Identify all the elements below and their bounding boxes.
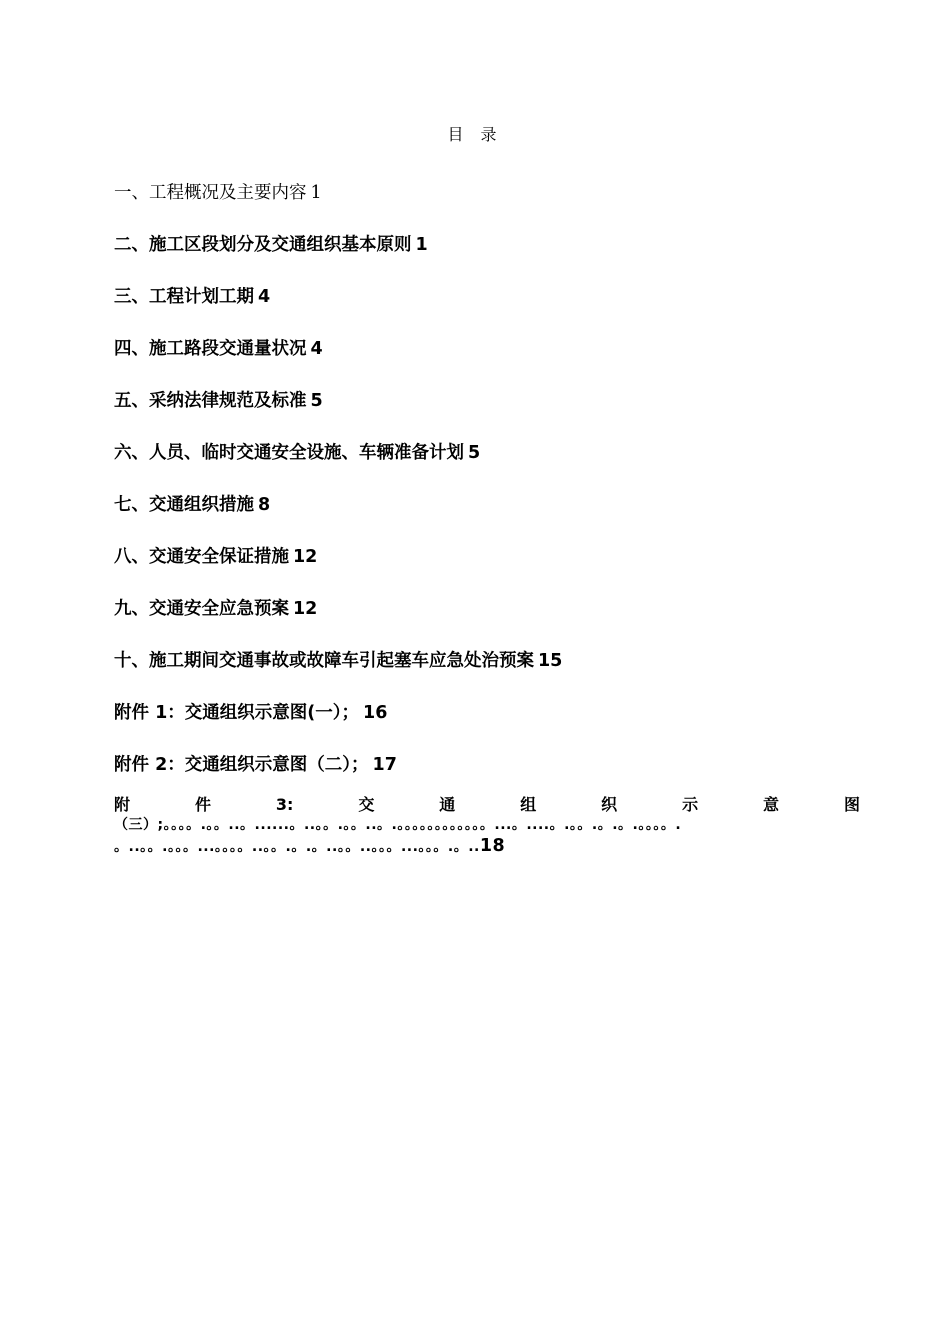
- toc-entry-page: 16: [363, 703, 388, 723]
- toc-entry-page: 1: [310, 183, 322, 203]
- toc-entry[interactable]: [114, 232, 864, 284]
- appendix-3-word: 意: [763, 795, 780, 814]
- toc-title: 目 录: [447, 125, 503, 144]
- toc-entry[interactable]: [114, 596, 864, 648]
- toc-entry-page: 5: [468, 443, 481, 463]
- appendix-3-heading: [114, 795, 860, 815]
- toc-entry[interactable]: [114, 440, 864, 492]
- toc-entry-label: 三、工程计划工期: [114, 287, 254, 307]
- toc-entry-appendix-3[interactable]: [114, 795, 860, 857]
- appendix-3-word: 通: [439, 795, 456, 814]
- toc-entry-page: 12: [293, 547, 318, 567]
- toc-entry-label: 九、交通安全应急预案: [114, 599, 289, 619]
- toc-entry[interactable]: [114, 492, 864, 544]
- toc-entry-page: 8: [258, 495, 271, 515]
- toc-entry-label: 六、人员、临时交通安全设施、车辆准备计划: [114, 443, 464, 463]
- appendix-3-word: 件: [194, 795, 211, 814]
- toc-entry-page: 4: [310, 339, 323, 359]
- toc-entry[interactable]: [114, 336, 864, 388]
- appendix-3-word: 示: [682, 795, 699, 814]
- appendix-3-word: 交: [358, 795, 375, 814]
- toc-entry[interactable]: [114, 284, 864, 336]
- toc-entry-label: 附件 1：交通组织示意图(一）；: [114, 703, 360, 723]
- toc-entry-page: 5: [310, 391, 323, 411]
- toc-entry-page: 4: [258, 287, 271, 307]
- toc-entry-label: 一、工程概况及主要内容: [114, 183, 307, 203]
- appendix-3-word: 组: [520, 795, 537, 814]
- appendix-3-leader-line-end: [114, 835, 860, 857]
- toc-entry[interactable]: [114, 180, 864, 232]
- appendix-3-word: 3:: [275, 795, 294, 814]
- toc-entry-label: 七、交通组织措施: [114, 495, 254, 515]
- toc-entry[interactable]: [114, 544, 864, 596]
- toc-entry-label: 四、施工路段交通量状况: [114, 339, 307, 359]
- appendix-3-leader-line: （三）;。。。。.。。..。......。..。。.。。..。.。。。。。。。。。。。。...。....。.。。.。.。.。。。。.: [114, 817, 682, 833]
- appendix-3-word: 附: [114, 795, 131, 814]
- toc-entry-label: 八、交通安全保证措施: [114, 547, 289, 567]
- toc-entry-page: 1: [415, 235, 428, 255]
- toc-entry-label: 十、施工期间交通事故或故障车引起塞车应急处治预案: [114, 651, 534, 671]
- appendix-3-word: 织: [601, 795, 618, 814]
- toc-entry-page: 17: [372, 755, 397, 775]
- toc-entry-label: 五、采纳法律规范及标准: [114, 391, 307, 411]
- toc-entry-page: 15: [538, 651, 563, 671]
- toc-entry[interactable]: [114, 700, 864, 752]
- appendix-3-leader-dots: 。..。。.。。。...。。。。..。。.。.。..。。..。。。...。。。.。..: [114, 839, 480, 855]
- toc-entry-label: 附件 2：交通组织示意图（二）；: [114, 755, 369, 775]
- toc-entry-page: 12: [293, 599, 318, 619]
- toc-entry[interactable]: [114, 648, 864, 700]
- appendix-3-word: 图: [843, 795, 860, 814]
- toc-entry-page: 18: [479, 836, 506, 856]
- toc-list: [114, 180, 864, 804]
- toc-entry-label: 二、施工区段划分及交通组织基本原则: [114, 235, 412, 255]
- toc-entry[interactable]: [114, 388, 864, 440]
